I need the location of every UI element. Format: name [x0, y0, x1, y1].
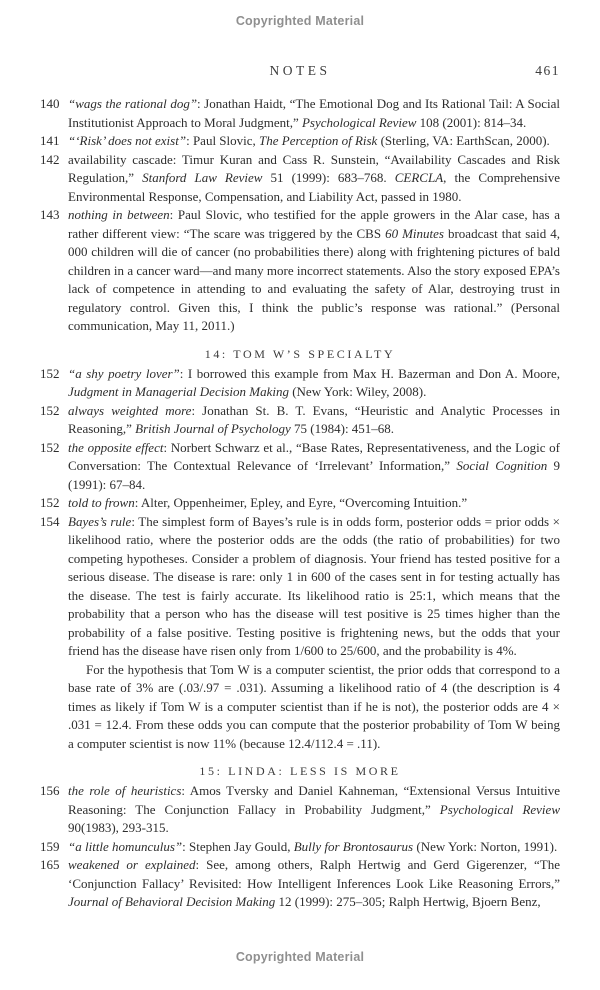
note-paragraph — [68, 782, 560, 838]
note-item — [40, 513, 560, 754]
page-number: 461 — [535, 63, 560, 78]
note-text-italic: Stanford Law Review — [142, 170, 263, 185]
note-text: : Paul Slovic, — [186, 133, 260, 148]
note-text: 12 (1999): 275–305; Ralph Hertwig, Bjoern Benz, — [275, 894, 541, 909]
note-number: 152 — [40, 365, 60, 381]
note-text: 75 (1984): 451–68. — [290, 421, 395, 436]
note-item — [40, 365, 560, 402]
section-heading: 14: TOM W’S SPECIALTY — [204, 346, 396, 361]
note-item — [40, 494, 560, 513]
note-text-italic: Bully for Brontosaurus — [293, 838, 414, 854]
note-number: 152 — [40, 402, 60, 418]
note-item — [40, 782, 560, 838]
note-item — [40, 838, 560, 857]
note-text-italic: nothing in between — [68, 207, 170, 222]
note-paragraph — [68, 661, 560, 754]
page-header-title: NOTES — [269, 63, 331, 78]
note-paragraph — [68, 402, 560, 439]
note-item — [40, 95, 560, 132]
note-text: : Alter, Oppenheimer, Epley, and Eyre, “Overcoming Intuition.” — [134, 495, 468, 510]
note-text-italic: the opposite effect — [68, 439, 164, 455]
note-paragraph — [68, 494, 560, 513]
note-text: : Norbert Schwarz et al., “Base Rates, Representativeness, and the Logic of Conversation: The Contextual Relevance of ‘Irrelevant’ Information,” — [68, 439, 560, 473]
note-text: broadcast that said 4, 000 children will die of cancer (no probabilities there) along with frightening pictures of bald children in a cancer ward—and many more incorrect statements. Also the story exposed EPA’s lack of competence in attending to and evaluating the safety of Alar, destroying trust in regulatory control. Given this, I think the public’s response was rational.” (Personal communication, May 11, 2011.) — [68, 225, 560, 333]
note-text-italic: Judgment in Managerial Decision Making — [68, 384, 289, 399]
note-text-italic: The Perception of Risk — [259, 133, 378, 148]
note-text-italic: Social Cognition — [456, 458, 548, 473]
running-head — [40, 63, 560, 81]
note-text-italic: told to frown — [68, 495, 135, 510]
note-text: : The simplest form of Bayes’s rule is in odds form, posterior odds = prior odds × likelihood ratio, where the posterior odds are the odds (the ratio of probabilities) for two competing hypotheses. Consider a problem of diagnosis. Your friend has tested positive for a serious disease. The disease is rare: only 1 in 600 of the cases sent in for testing actually has the disease. The test is fairly accurate. Its likelihood ratio is 25:1, which means that the probability that a person who has the disease will test positive is 25 times higher than the probability of a false positive. Testing positive is frightening news, but the odds that your friend has the disease have risen only from 1/600 to 25/600, and the probability is 4%. — [68, 513, 560, 658]
note-number: 141 — [40, 133, 60, 148]
notes-section — [40, 95, 560, 336]
note-number: 140 — [40, 96, 60, 111]
note-item — [40, 439, 560, 495]
note-number: 159 — [40, 838, 60, 854]
note-text: (New York: Norton, 1991). — [413, 838, 558, 854]
note-item — [40, 402, 560, 439]
note-text: : Paul Slovic, who testified for the apple growers in the Alar case, has a rather different view: “The scare was triggered by the CBS — [68, 207, 560, 241]
notes-section — [40, 347, 560, 754]
note-text-italic: Journal of Behavioral Decision Making — [68, 894, 276, 909]
note-text-italic: “wags the rational dog” — [68, 96, 198, 111]
note-paragraph — [68, 132, 560, 151]
note-paragraph — [68, 95, 560, 132]
note-item — [40, 132, 560, 151]
note-text-italic: Psychological Review — [301, 114, 417, 130]
note-text: 108 (2001): 814–34. — [416, 114, 527, 130]
note-text: : See, among others, Ralph Hertwig and Gerd Gigerenzer, “The ‘Conjunction Fallacy’ Revisited: How Intelligent Inferences Look Like Reasoning Errors,” — [68, 857, 560, 891]
note-text: 51 (1999): 683–768. — [262, 170, 395, 185]
note-paragraph — [68, 151, 560, 207]
copyright-notice-bottom: Copyrighted Material — [235, 950, 365, 964]
note-number: 154 — [40, 513, 60, 529]
note-paragraph — [68, 856, 560, 912]
copyright-notice-top: Copyrighted Material — [235, 14, 365, 28]
note-text-italic: “a little homunculus” — [68, 838, 183, 854]
note-paragraph — [68, 206, 560, 336]
note-text-italic: Psychological Review — [439, 801, 560, 817]
note-text-italic: CERCLA — [394, 170, 444, 185]
note-paragraph — [68, 838, 560, 857]
note-text-italic: British Journal of Psychology — [135, 421, 291, 436]
note-text-italic: weakened or explained — [68, 857, 196, 872]
note-paragraph — [68, 513, 560, 661]
note-text-italic: Bayes’s rule — [68, 513, 132, 529]
section-heading: 15: LINDA: LESS IS MORE — [199, 764, 401, 778]
note-text: : Amos Tversky and Daniel Kahneman, “Extensional Versus Intuitive Reasoning: The Conjunction Fallacy in Probability Judgment,” — [68, 783, 560, 817]
note-item — [40, 856, 560, 912]
note-number: 152 — [40, 495, 60, 510]
note-number: 143 — [40, 207, 60, 222]
note-item — [40, 206, 560, 336]
note-number: 142 — [40, 151, 60, 167]
note-paragraph — [68, 439, 560, 495]
note-text-italic: always weighted more — [68, 402, 192, 418]
note-text-italic: 60 Minutes — [385, 225, 444, 241]
notes-list — [40, 95, 560, 912]
note-number: 152 — [40, 439, 60, 455]
note-text: For the hypothesis that Tom W is a computer scientist, the prior odds that correspond to a base rate of 3% are (.03/.97 = .031). Assuming a likelihood ratio of 4 (the description is 4 times as likely if Tom W is a computer scientist than if he is not), the posterior odds are 4 × .031 = 12.4. From these odds you can compute that the posterior probability of Tom W being a computer scientist is now 11% (because 12.4/112.4 = .11). — [68, 661, 560, 751]
note-text: 9 (1991): 67–84. — [68, 458, 561, 492]
note-text-italic: the role of heuristics — [68, 783, 182, 798]
notes-section — [40, 764, 560, 912]
note-text: 90(1983), 293-315. — [68, 820, 169, 835]
note-text: : Jonathan St. B. T. Evans, “Heuristic and Analytic Processes in Reasoning,” — [68, 402, 561, 436]
note-text-italic: “a shy poetry lover” — [68, 365, 180, 381]
note-number: 165 — [40, 857, 60, 872]
note-text: : I borrowed this example from Max H. Bazerman and Don A. Moore, — [179, 365, 560, 381]
note-text-italic: “‘Risk’ does not exist” — [68, 133, 187, 148]
note-text: availability cascade: Timur Kuran and Cass R. Sunstein, “Availability Cascades and Risk Regulation,” — [68, 151, 560, 185]
note-text: (Sterling, VA: EarthScan, 2000). — [377, 133, 550, 148]
note-text: (New York: Wiley, 2008). — [288, 384, 427, 399]
note-text: : Jonathan Haidt, “The Emotional Dog and Its Rational Tail: A Social Institutionist Approach to Moral Judgment,” — [68, 96, 560, 130]
note-paragraph — [68, 365, 560, 402]
note-number: 156 — [40, 783, 60, 798]
note-text: : Stephen Jay Gould, — [182, 838, 294, 854]
note-text: , the Comprehensive Environmental Response, Compensation, and Liability Act, passed in 1980. — [68, 170, 560, 204]
note-item — [40, 151, 560, 207]
